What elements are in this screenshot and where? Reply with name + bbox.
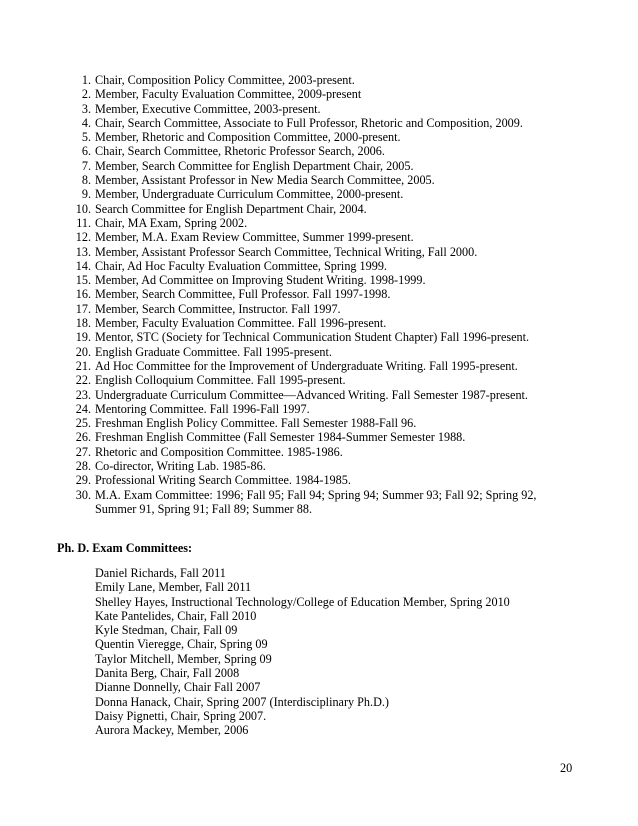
list-item-text: English Colloquium Committee. Fall 1995-present. xyxy=(95,373,346,388)
list-item-text: Chair, Composition Policy Committee, 2003-present. xyxy=(95,73,355,87)
list-item-number: 4. xyxy=(81,115,91,130)
list-item-text: Member, Assistant Professor Search Committee, Technical Writing, Fall 2000. xyxy=(95,244,478,259)
list-item-number: 19. xyxy=(75,330,91,345)
phd-committee-entry: Taylor Mitchell, Member, Spring 09 xyxy=(95,651,272,666)
list-item-number: 6. xyxy=(81,144,91,159)
list-item xyxy=(0,173,565,187)
phd-committee-entry: Kyle Stedman, Chair, Fall 09 xyxy=(95,623,238,638)
list-item xyxy=(0,259,565,273)
list-item-number: 15. xyxy=(75,273,91,288)
list-item-number: 14. xyxy=(75,258,91,273)
list-item-text: Member, Ad Committee on Improving Student Writing. 1998-1999. xyxy=(95,273,426,288)
phd-committee-entry: Donna Hanack, Chair, Spring 2007 (Interdisciplinary Ph.D.) xyxy=(95,694,389,709)
phd-committee-entry: Aurora Mackey, Member, 2006 xyxy=(95,723,249,738)
list-item-number: 1. xyxy=(81,73,91,87)
list-item-text: Chair, Search Committee, Rhetoric Professor Search, 2006. xyxy=(95,144,385,159)
list-item xyxy=(0,330,565,344)
list-item xyxy=(0,316,565,330)
list-item xyxy=(0,302,565,316)
list-item xyxy=(0,273,565,287)
list-item-text: Member, M.A. Exam Review Committee, Summer 1999-present. xyxy=(95,230,414,245)
list-item xyxy=(0,402,565,416)
phd-committee-entry: Daisy Pignetti, Chair, Spring 2007. xyxy=(95,708,267,723)
list-item-text: Freshman English Policy Committee. Fall Semester 1988-Fall 96. xyxy=(95,416,417,431)
list-item-number: 2. xyxy=(81,87,91,102)
list-item xyxy=(0,102,565,116)
phd-committee-entry: Emily Lane, Member, Fall 2011 xyxy=(95,580,252,595)
list-item-number: 10. xyxy=(75,201,91,216)
list-item-number: 23. xyxy=(75,387,91,402)
list-item-number: 7. xyxy=(81,158,91,173)
list-item xyxy=(0,388,565,402)
list-item xyxy=(0,416,565,430)
phd-committee-entry: Quentin Vieregge, Chair, Spring 09 xyxy=(95,637,268,652)
list-item xyxy=(0,445,565,459)
list-item-number: 16. xyxy=(75,287,91,302)
phd-committee-entry: Daniel Richards, Fall 2011 xyxy=(95,566,226,580)
list-item-number: 27. xyxy=(75,444,91,459)
list-item xyxy=(0,345,565,359)
page-number: 20 xyxy=(560,761,573,775)
list-item-text: Mentoring Committee. Fall 1996-Fall 1997. xyxy=(95,401,310,416)
list-item-number: 17. xyxy=(75,301,91,316)
list-item xyxy=(0,116,565,130)
list-item xyxy=(0,216,565,230)
list-item xyxy=(0,230,565,244)
list-item-number: 29. xyxy=(75,473,91,488)
list-item xyxy=(0,73,565,87)
list-item-number: 9. xyxy=(81,187,91,202)
list-item xyxy=(0,144,565,158)
phd-committee-entry: Shelley Hayes, Instructional Technology/College of Education Member, Spring 2010 xyxy=(95,594,510,609)
phd-committee-entry: Kate Pantelides, Chair, Fall 2010 xyxy=(95,608,257,623)
list-item-text: Member, Faculty Evaluation Committee, 2009-present xyxy=(95,87,362,102)
list-item-number: 21. xyxy=(75,358,91,373)
list-item-text: English Graduate Committee. Fall 1995-present. xyxy=(95,344,332,359)
list-item-text: Chair, Ad Hoc Faculty Evaluation Committee, Spring 1999. xyxy=(95,258,387,273)
list-item xyxy=(0,87,565,101)
phd-committee-entry: Danita Berg, Chair, Fall 2008 xyxy=(95,666,240,681)
list-item-text: Member, Search Committee for English Department Chair, 2005. xyxy=(95,158,414,173)
list-item-text: M.A. Exam Committee: 1996; Fall 95; Fall 94; Spring 94; Summer 93; Fall 92; Spring 92, Summer 91, Spring 91; Fall 89; Summer 88. xyxy=(95,487,537,516)
list-item xyxy=(0,373,565,387)
list-item xyxy=(0,130,565,144)
list-item-number: 18. xyxy=(75,316,91,331)
list-item-text: Co-director, Writing Lab. 1985-86. xyxy=(95,459,266,474)
list-item-number: 26. xyxy=(75,430,91,445)
list-item-text: Search Committee for English Department Chair, 2004. xyxy=(95,201,367,216)
list-item-number: 25. xyxy=(75,416,91,431)
list-item xyxy=(0,459,565,473)
list-item xyxy=(0,159,565,173)
list-item xyxy=(0,202,565,216)
list-item-number: 22. xyxy=(75,373,91,388)
list-item xyxy=(0,287,565,301)
list-item-number: 30. xyxy=(75,487,91,502)
list-item-text: Mentor, STC (Society for Technical Communication Student Chapter) Fall 1996-present. xyxy=(95,330,530,345)
list-item-text: Member, Rhetoric and Composition Committee, 2000-present. xyxy=(95,130,401,145)
list-item-number: 8. xyxy=(81,173,91,188)
list-item-number: 11. xyxy=(76,215,91,230)
list-item xyxy=(0,430,565,444)
list-item xyxy=(0,473,565,487)
phd-committee-list xyxy=(95,566,510,738)
phd-committee-entry: Dianne Donnelly, Chair Fall 2007 xyxy=(95,680,261,695)
list-item-text: Rhetoric and Composition Committee. 1985-1986. xyxy=(95,444,343,459)
list-item xyxy=(0,187,565,201)
list-item-text: Member, Search Committee, Instructor. Fall 1997. xyxy=(95,301,341,316)
list-item-number: 3. xyxy=(81,101,91,116)
list-item-text: Member, Assistant Professor in New Media Search Committee, 2005. xyxy=(95,173,435,188)
list-item xyxy=(0,245,565,259)
list-item-number: 13. xyxy=(75,244,91,259)
list-item-text: Chair, Search Committee, Associate to Full Professor, Rhetoric and Composition, 2009. xyxy=(95,115,523,130)
list-item-number: 20. xyxy=(75,344,91,359)
list-item-text: Chair, MA Exam, Spring 2002. xyxy=(95,215,248,230)
list-item-text: Member, Executive Committee, 2003-present. xyxy=(95,101,321,116)
list-item-number: 5. xyxy=(81,130,91,145)
list-item-number: 24. xyxy=(75,401,91,416)
list-item xyxy=(0,488,565,517)
list-item-text: Undergraduate Curriculum Committee—Advanced Writing. Fall Semester 1987-present. xyxy=(95,387,528,402)
list-item-text: Professional Writing Search Committee. 1984-1985. xyxy=(95,473,351,488)
list-item-number: 12. xyxy=(75,230,91,245)
committee-list xyxy=(0,73,565,516)
list-item-text: Freshman English Committee (Fall Semester 1984-Summer Semester 1988. xyxy=(95,430,466,445)
list-item-text: Member, Faculty Evaluation Committee. Fall 1996-present. xyxy=(95,316,387,331)
list-item-number: 28. xyxy=(75,459,91,474)
list-item xyxy=(0,359,565,373)
list-item-text: Member, Search Committee, Full Professor. Fall 1997-1998. xyxy=(95,287,391,302)
list-item-text: Member, Undergraduate Curriculum Committee, 2000-present. xyxy=(95,187,404,202)
list-item-text: Ad Hoc Committee for the Improvement of Undergraduate Writing. Fall 1995-present. xyxy=(95,358,518,373)
phd-heading: Ph. D. Exam Committees: xyxy=(57,541,193,555)
